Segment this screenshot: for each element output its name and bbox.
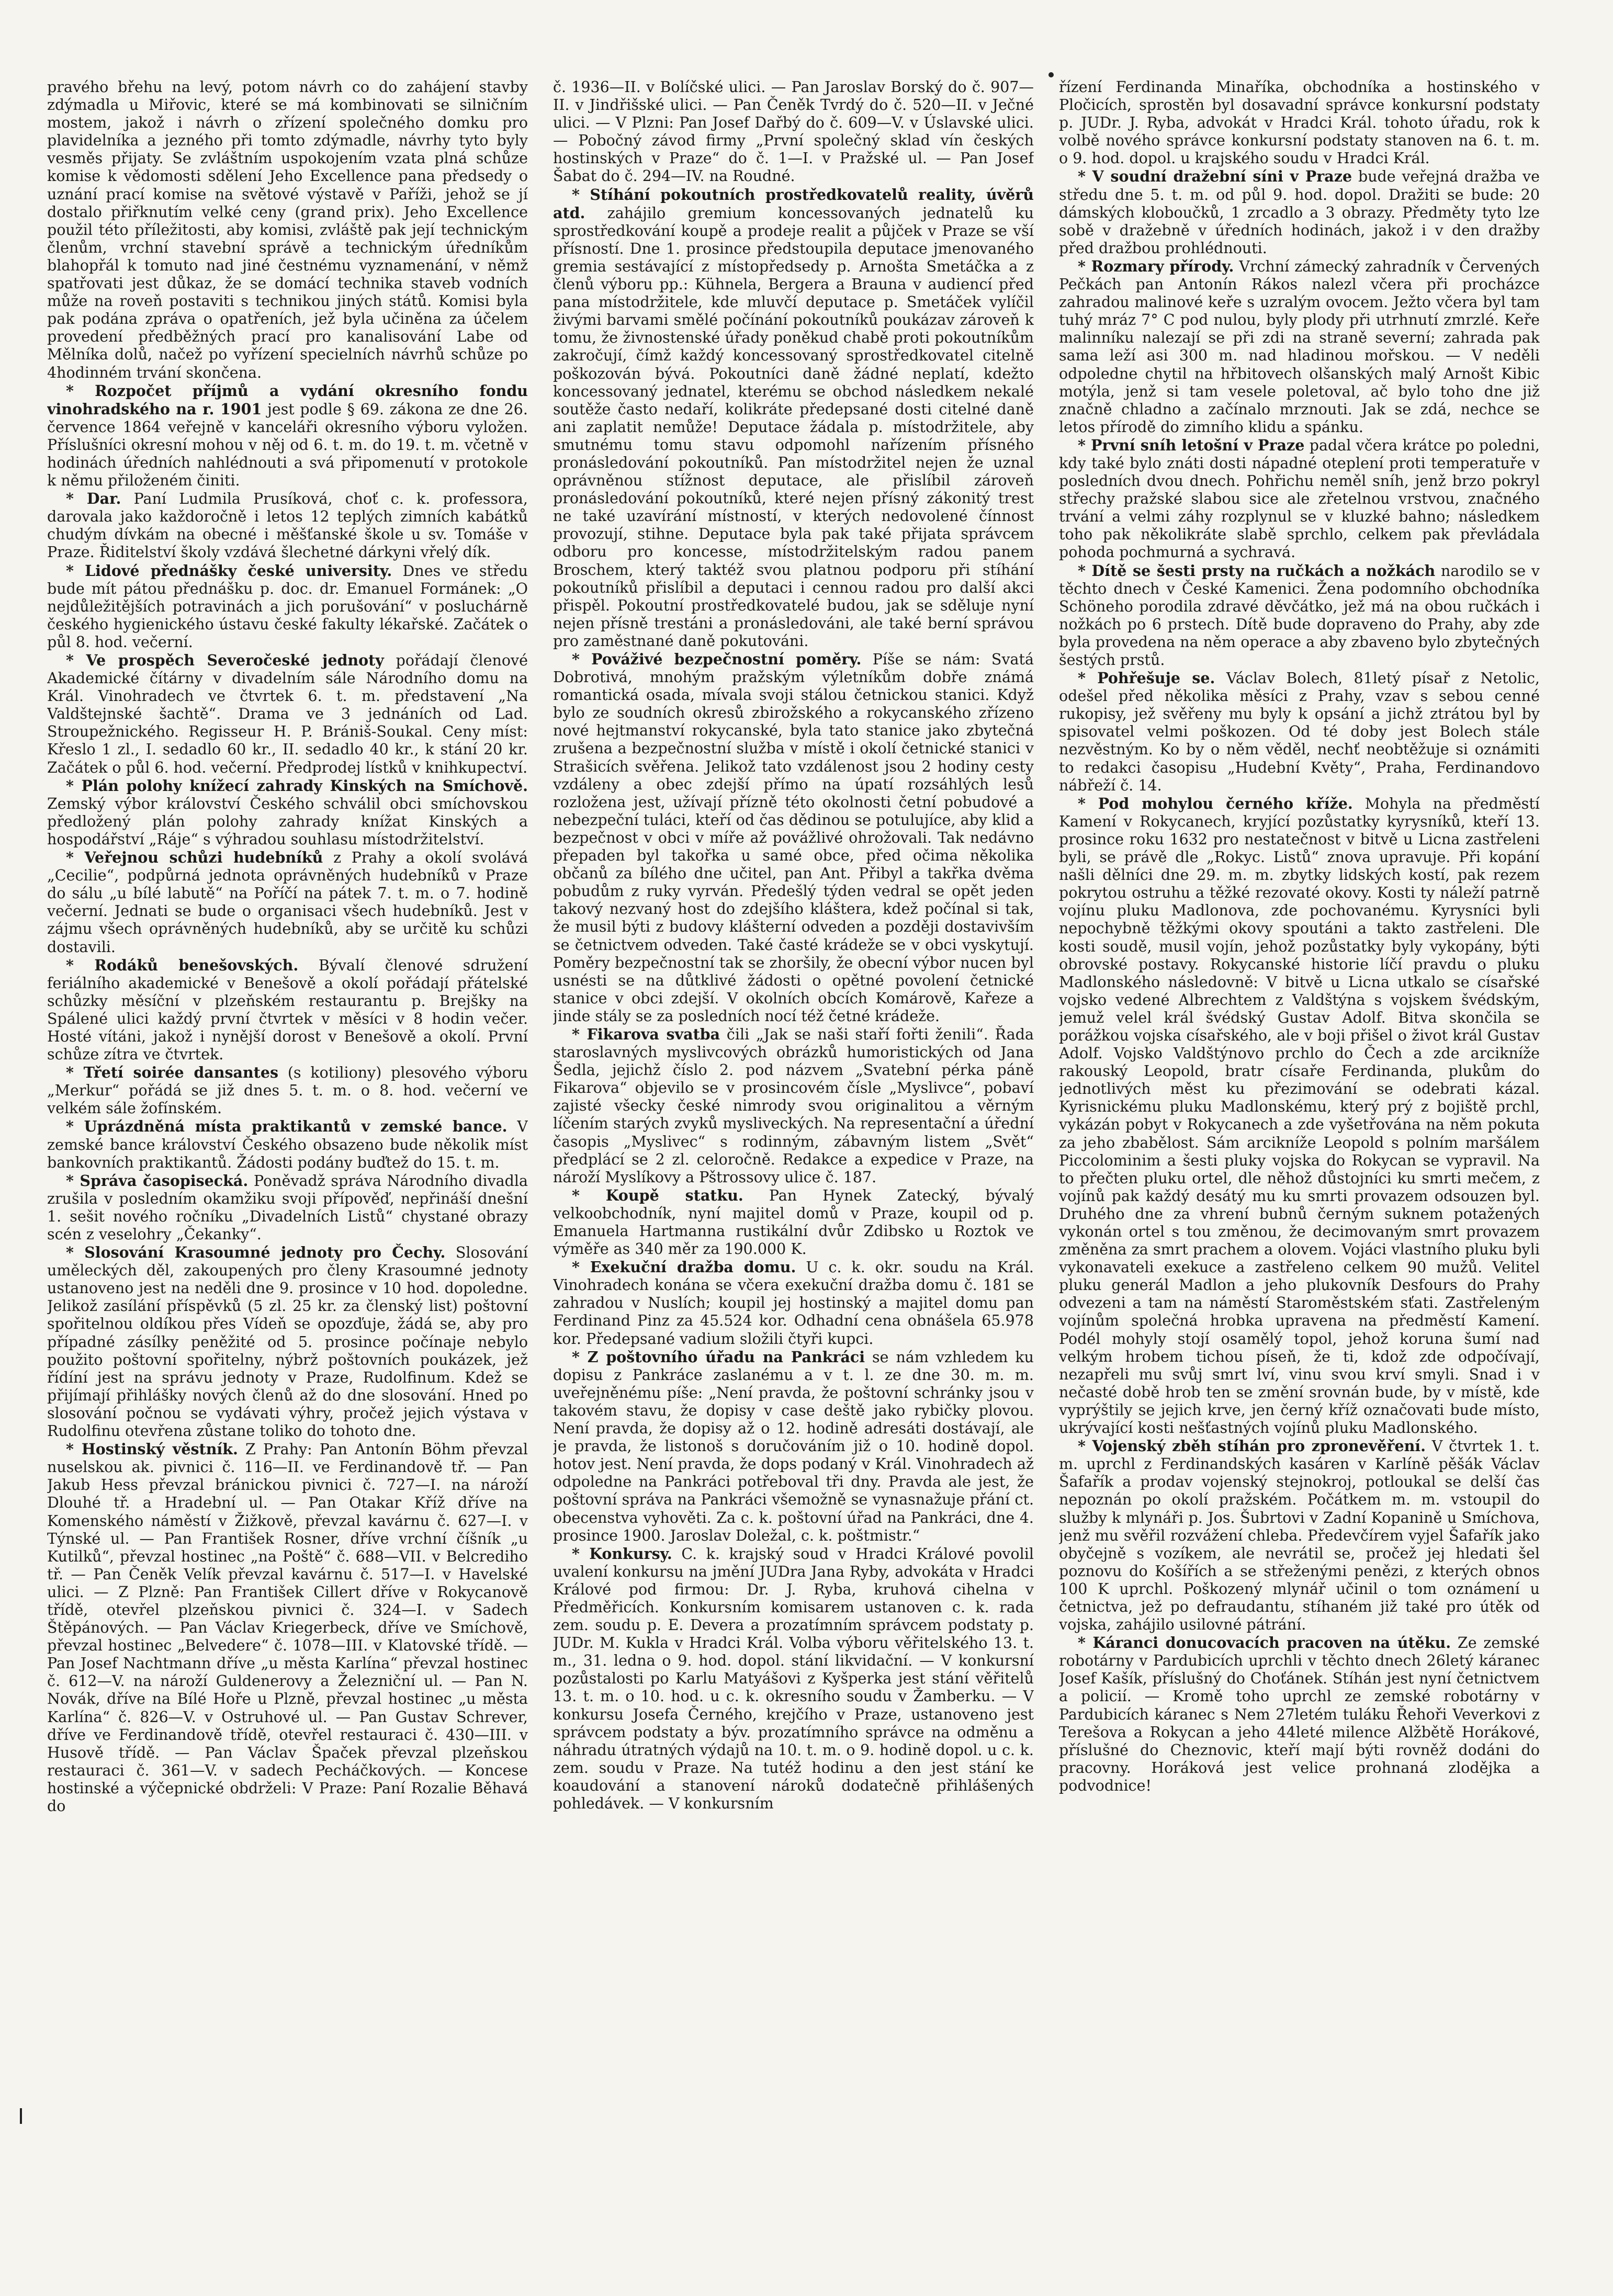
article-text: řízení Ferdinanda Minaříka, obchodníka a hostinského v Pločicích, sprostěn byl dosavadní správce konkursní podstaty p. JUDr. J. Ryba, advokát v Hradci Král. tohoto úřadu, rok k volbě nového správce konkursní podstaty stanoven na 6. t. m. o 9. hod. dopol. u krajského soudu v Hradci Král. (1059, 78, 1540, 167)
column-right (1059, 78, 1540, 2233)
article-heading: * Vojenský zběh stíhán pro zpronevěření. (1078, 1437, 1426, 1455)
article-heading: * Třetí soirée dansantes (66, 1064, 279, 1082)
article-paragraph (553, 1258, 1034, 1348)
article-heading: * Exekuční dražba domu. (572, 1258, 796, 1276)
binding-mark (20, 2108, 22, 2124)
article-heading: * Dar. (66, 490, 121, 508)
article-paragraph (47, 1172, 528, 1243)
article-text: zahájilo gremium koncessovaných jednatelů ku sprostředkování koupě a prodeje realit a půjček v Praze se vší přísností. Dne 1. prosince předstoupila deputace jmenovaného gremia sestávající z místopředsedy p. Arnošta Smetáčka a z členů výboru pp.: Kühnela, Bergera a Brauna v audiencí před pana místodržitele, kde mluvčí deputace p. Smetáček vylíčil živými barvami smělé počínání pokoutníků poukázav zároveň k tomu, že živnostenské úřady poněkud chabě proti pokoutníkům zakročují, čímž každý koncessovaný sprostředkovatel citelně poškozován bývá. Pokoutníci daně žádné neplatí, kdežto koncessovaný jednatel, kterému se obchod následkem nekalé soutěže často nedaří, kolikráte předepsané dosti citelné daně ani zaplatit nemůže! Deputace žádala p. místodržitele, aby smutnému tomu stavu odpomohl nařízením přísného pronásledování pokoutníků. Pan místodržitel nejen že uznal oprávněnou stížnost deputace, ale přislíbil zároveň pronásledování pokoutníků, které nejen přísný zákonitý trest ne také uzavírání místností, v kterých nedovolené čínnost provozují, stihne. Deputace byla pak také přijata správcem odboru pro koncesse, místodržitelským radou panem Broschem, který taktéž svou platnou podporu při stíhání pokoutníků přislíbil a deputaci i cennou radou pro další akci přispěl. Pokoutní prostředkovatelé budou, jak se sděluje nyní nejen přísně trestáni a pronásledováni, ale také berní správou pro zaměstnané daně pokutováni. (553, 204, 1034, 650)
article-paragraph (47, 651, 528, 777)
article-heading: * Slosování Krasoumné jednoty pro Čechy. (66, 1243, 446, 1262)
article-paragraph (47, 849, 528, 956)
article-paragraph (1059, 257, 1540, 436)
column-left (47, 78, 528, 2233)
article-heading: * Konkursy. (572, 1544, 672, 1563)
article-text: Pan Hynek Zatecký, bývalý velkoobchodník, nyní majitel domů v Praze, koupil od p. Emanuela Hartmanna rustikální dvůr Zdibsko u Roztok ve výměře as 340 měr za 190.000 K. (553, 1186, 1034, 1258)
article-text: C. k. krajský soud v Hradci Králové povolil uvalení konkursu na jmění JUDra Jana Ryby, advokáta v Hradci Králové pod firmou: Dr. J. Ryba, kruhová cihelna v Předměřicích. Konkursním komisarem ustanoven c. k. rada zem. soudu p. E. Devera a prozatímním správcem podstaty p. JUDr. M. Kukla v Hradci Král. Volba výboru věřitelského 13. t. m., 31. ledna o 9. hod. dopol. stání likvidační. — V konkursní pozůstalosti po Karlu Matyášovi z Kyšperka jest stání věřitelů 13. t. m. o 10. hod. u c. k. okresního soudu v Žamberku. — V konkursu Josefa Černého, krejčího v Praze, ustanoveno jest správcem podstaty a býv. prozatímního správce na odměnu a náhradu útratných výdajů na 10. t. m. o 9. hodině dopol. u c. k. zem. soudu v Praze. Na tutéž hodinu a den jest stání ke koaudování a stanovení nároků dodatečně přihlášených pohledávek. — V konkursním (553, 1545, 1034, 1812)
article-heading: * Dítě se šesti prsty na ručkách a nožkách (1078, 561, 1436, 580)
article-heading: * Rozpočet příjmů a vydání okresního fondu vinohradského na r. 1901 (47, 381, 528, 418)
article-heading: * První sníh letošní v Praze (1078, 436, 1305, 454)
article-text: Mohyla na předměstí Kamení v Rokycanech, kryjící pozůstatky kyrysníků, kteří 13. prosince roku 1632 pro nestatečnost v bitvě u Licna zastřeleni byli, se právě dle „Rokyc. Listů“ znova upravuje. Při kopání našli dělníci dne 29. m. m. zbytky lidských kostí, pak rezem pokrytou ostruhu a těžké rezovaté okovy. Kosti ty náleží patrně vojínu pluku Madlonova, zde pochovanému. Kyrysníci byli nepochybně těžkými okovy spoutáni a takto zastřeleni. Dle kosti soudě, musil vojín, jehož pozůstatky byly vykopány, býti obrovské postavy. Rokycanské historie líčí pravdu o pluku Madlonského následovně: V bitvě u Licna utkalo se císařské vojsko vedené Albrechtem z Valdštýna s vojskem švédským, jemuž velel král švédský Gustav Adolf. Bitva skončila se porážkou vojska císařského, ale v boji přišel o život král Gustav Adolf. Vojsko Valdštýnovo prchlo do Čech a zde arciknížе rakouský Leopold, bratr císaře Ferdinanda, plukům do jednotlivých měst ku přezimování se odebrati kázal. Kyrisnickému pluku Madlonskému, který prý z bojiště prchl, vykázán pobyt v Rokycanech a zde vyšetřována na něm pokuta za jeho zbabělost. Sám arcikníže Leopold s polním maršálem Piccolominim a šesti pluky vojska do Rokycan se vypravil. Na to přečten pluku ortel, dle něhož důstojníci ku smrti mečem, z vojínů pak každý desátý mu ku smrti provazem odsouzen byl. Druhého dne za vhrení bubnů černým suknem potažených vykonán ortel s tou změnou, že decimovaným smrt provazem změněna za smrt prachem a olovem. Vojáci vlastního pluku byli vykonavateli exekuce a zastřeleno celkem 90 mužů. Velitel pluku generál Madlon a jeho plukovník Desfours do Prahy odvezeni a tam na náměstí Staroměstském sťati. Zastřeleným vojínům společná hrobka upravena na předměstí Kamení. Podél mohyly stojí osamělý topol, jehož koruna šumí nad velkým hrobem tichou píseň, že ti, kdož zde odpočívají, nezapřeli mu svůj smrt lví, vinu svou krví smyli. Snad i v nečasté době hrob ten se změní srovnán bude, by v místě, kde vyprýštily se jejich krve, jen černý kříž označovati bude místo, ukrývající kosti nešťastných vojínů pluku Madlonského. (1059, 795, 1540, 1437)
article-text: se nám vzhledem ku dopisu z Pankráce zaslanému a v t. l. ze dne 30. m. m. uveřejněnému píše: „Není pravda, že poštovní schránky jsou v takovém stavu, že dopisy v case deště jako rybičky plovou. Není pravda, že dopisy až o 12. hodině adresáti dostávají, ale je pravda, že listonoš s doručováním již o 10. hodině dopol. hotov jest. Není pravda, že dops podaný v Král. Vinohradech až odpoledne na Pankráci potřeboval tři dny. Pravda ale jest, že poštovní správa na Pankráci všemožně se vynasnažuje přání ct. obecenstva vyhověti. Za c. k. poštovní úřad na Pankráci, dne 4. prosince 1900. Jaroslav Doležal, c. k. poštmistr.“ (553, 1348, 1034, 1544)
article-heading: * Fikarova svatba (572, 1025, 720, 1043)
article-text: č. 1936—II. v Bolíčské ulici. — Pan Jaroslav Borský do č. 907—II. v Jindřišské ulici. — Pan Čeněk Tvrdý do č. 520—II. v Ječné ulici. — V Plzni: Pan Josef Dařbý do č. 609—V. v Úslavské ulici. — Pobočný závod firmy „První společný sklad vín českých hostinských v Praze“ do č. 1—I. v Pražské ul. — Pan Josef Šabat do č. 294—IV. na Roudné. (553, 78, 1034, 185)
article-text: V čtvrtek 1. t. m. uprchl z Ferdinandských kasáren v Karlíně pěšák Václav Šafařík a prodav vojenský stejnokroj, potloukal se delší čas nepoznán po okolí pražském. Počátkem m. m. vstoupil do služby k mlynáři p. Jos. Šubrtovi v Zadní Kopanině u Smíchova, jenž mu svěřil rozvážení chleba. Předevčírem vyjel Šafařík jako obyčejně s vozíkem, ale nevrátil se, pročež jej hledati šel poznovu do Košířích a se střeženými penězi, z kterých obnos 100 K uprchl. Poškozený mlynář učinil o tom oznámení u četnictva, jež po defraudantu, stíhaném již také pro útěk od vojska, zahájilo usilovné pátrání. (1059, 1438, 1540, 1634)
article-text: Ze zemské robotárny v Pardubicích uprchli v těchto dnech 26letý káranec Josef Kašík, příslušný do Choťánek. Stíhán jest nyní četnictvem a policií. — Kromě toho uprchl ze zemské robotárny v Pardubicích káranec s Nem 27letém tuláku Řehoři Veverkovi z Terešova a Rokycan a jeho 44leté milence Alžbětě Horákové, příslušné do Cheznovic, kteří mají býti rovněž dodáni do pracovny. Horáková jest velice prohnaná zlodějka a podvodnice! (1059, 1634, 1540, 1794)
article-heading: * Pohřešuje se. (1078, 669, 1215, 687)
article-heading: * Pováživé bezpečnostní poměry. (572, 650, 862, 668)
article-text: Poněvadž správa Národního divadla zrušila v posledním okamžiku svoji přípověď, nepřináší dnešní 1. sešit nového ročníku „Divadelních Listů“ chystané obrazy scén z veselohry „Čekanky“. (47, 1172, 528, 1243)
article-paragraph (553, 1186, 1034, 1258)
article-heading: * Rozmary přírody. (1078, 257, 1234, 275)
article-text: pravého břehu na levý, potom návrh co do zahájení stavby zdýmadla u Miřovic, které se má kombinovati se silničním mostem, jakož i návrh o zřízení společného domku pro plavidelníka a jezného při tomto zdýmadle, návrhy tyto byly vesměs přijaty. Se zvláštním uspokojením vzata plná schůze komise k vědomosti sdělení Jeho Excellence pana předsedy o uznání prací komise na světové výstavě v Paříži, jehož se jí dostalo přiřknutím velké ceny (grand prix). Jeho Excellence použil této příležitosti, aby komisi, zvláště pak její technickým členům, vrchní stavební správě a technickým úředníkům blahopřál k tomuto nad jiné čestnému vyznamenání, v němž spatřovati jest důkaz, že se domácí technika staveb vodních může na roveň postaviti s technikou jiných států. Komisi byla pak podána zpráva o opatřeních, jež byla učiněna za účelem provedení předběžných prací pro kanalisování Labe od Mělníka dolů, načež po vyřízení specielních návrhů schůze po 4hodinném trvání skončena. (47, 78, 528, 381)
article-paragraph (553, 650, 1034, 1025)
article-paragraph (1059, 795, 1540, 1437)
article-paragraph (47, 1440, 528, 1815)
article-heading: * Veřejnou schůzi hudebníků (66, 849, 323, 867)
print-speck (1048, 72, 1054, 77)
article-text: Vrchní zámecký zahradník v Červených Pečkách pan Antonín Rákos nalezl včera při procházce zahradou malinové keře s uzralým ovocem. Ježto včera byl tam tuhý mráz 7° C pod nulou, byly plody při utrhnutí zmrzlé. Keře malinníku nalezají se při zdi na straně severní; zahrada pak sama leží asi 300 m. nad hladinou mořskou. — V neděli odpoledne chytil na hřbitovech olšanských malý Arnošt Kibic motýla, jenž si tam vesele poletoval, ač bylo toho dne již značně chladno a začínalo mrznouti. Jak se zdá, nechce se letos přírodě do zimního klidu a spánku. (1059, 257, 1540, 436)
article-heading: * Plán polohy knížecí zahrady Kinských na Smíchově. (66, 776, 528, 795)
article-heading: * Pod mohylou černého kříže. (1078, 794, 1353, 812)
article-text: Zemský výbor království Českého schválil obci smíchovskou předložený plán polohy zahrady knížat Kinských a hospodářství „Ráje“ s výhradou souhlasu místodržitelství. (47, 795, 528, 848)
article-paragraph (553, 1545, 1034, 1813)
article-paragraph (1059, 669, 1540, 795)
article-heading: * Stíhání pokoutních prostředkovatelů reality, úvěrů atd. (553, 185, 1034, 222)
article-text: čili „Jak se naši staří fořti ženili“. Řada staroslavných myslivcových obrázků humoristických od Jana Šedla, jejichž číslo 2. pod názvem „Svatební pérka páně Fikarova“ objevilo se v prosincovém čísle „Myslivce“, pobaví zajisté všecky české nimrody svou originalitou a věrným líčením starých zvyků mysliveckých. Na representační a úřední časopis „Myslivec“ s rodinným, zábavným listem „Svět“ předplácí se 2 zl. celoročně. Redakce a expedice v Praze, na nároží Myslíkovy a Pštrossovy ulice č. 187. (553, 1025, 1034, 1186)
article-heading: * V soudní dražební síni v Praze (1078, 167, 1352, 186)
article-text: padal včera krátce po poledni, kdy také bylo znáti dosti nápadné oteplení proti temperatuře v posledních dvou dnech. Pohřichu neměl sníh, jenž brzo pokryl střechy pražské slabou sice ale zřetelnou vrstvou, značného trvání a velmi záhy rozplynul se v kluzké bahno; následkem toho pak několikráte slabě sprchlo, celkem pak převládala pohoda pochmurná a sychravá. (1059, 436, 1540, 561)
article-text: Slosování uměleckých děl, zakoupených pro členy Krasoumné jednoty ustanoveno jest na neděli dne 9. prosince v 10 hod. dopoledne. Jelikož zasílání příspěvků (5 zl. 25 kr. za členský list) poštovní spořitelnou oldíkou přes Vídeň se opozďuje, žádá se, aby pro případné zásílky peněžité od 5. prosince počínaje nebylo použito poštovní spořitelny, nýbrž poštovních poukázek, jež řídíní jest na správu jednoty v Praze, Rudolfinum. Kdež se přijímají přihlášky nových členů až do dne slosování. Hned po slosování počnou se vydávati výhry, pročež jejich výstava v Rudolfinu otevřena zůstane toliko do tohoto dne. (47, 1244, 528, 1440)
article-text: Bývalí členové sdružení feriálního akademické v Benešově a okolí pořádají přátelské schůzky měsíční v plzeňském restaurantu p. Brejšky na Spálené ulici každý první čtvrtek v měsíci v 8 hodin večer. Hosté vítáni, jakož i nynější dorost v Benešově a okolí. První schůze zítra ve čtvrtek. (47, 956, 528, 1064)
article-paragraph (47, 956, 528, 1064)
article-text: narodilo se v těchto dnech v České Kamenici. Žena podomního obchodníka Schöneho porodila zdravé děvčátko, jež má na obou ručkách i nožkách po 6 prstech. Dítě bude dopraveno do Prahy, aby zde byla provedena na něm operace a aby zbaveno bylo zbytečných šestých prstů. (1059, 562, 1540, 669)
article-paragraph (47, 1243, 528, 1440)
article-paragraph (1059, 167, 1540, 257)
text-columns (47, 78, 1540, 2233)
article-heading: * Hostinský věstník. (66, 1440, 238, 1458)
article-text: jest podle § 69. zákona ze dne 26. července 1864 veřejně v kanceláři okresního výboru vyložen. Příslušníci okresní mohou v něj od 6. t. m. do 19. t. m. včetně v hodinách úředních nahlédnouti a svá připomenutí v protokole k němu přiloženém činiti. (47, 400, 528, 490)
article-paragraph (1059, 562, 1540, 670)
article-paragraph (553, 1025, 1034, 1186)
article-heading: * Ve prospěch Severočeské jednoty (66, 651, 384, 669)
article-text: pořádají členové Akademické čítárny v divadelním sále Národního domu na Král. Vinohradech ve čtvrtek 6. t. m. představení „Na Valdštejnské šachtě“. Drama ve 3 jednáních od Lad. Stroupežnického. Regisseur H. P. Brániš-Soukal. Ceny míst: Křeslo 1 zl., I. sedadlo 60 kr., II. sedadlo 40 kr., k stání 20 kr. Začátek o půl 6. hod. večerní. Předprodej lístků v knihkupectví. (47, 652, 528, 776)
article-text: U c. k. okr. soudu na Král. Vinohradech konána se včera exekuční dražba domu č. 181 se zahradou v Nuslích; koupil jej hostinský a majitel domu pan Ferdinand Pinz za 45.524 kor. Odhadní cena obnášela 65.978 kor. Předepsané vadium složili čtyři kupci. (553, 1259, 1034, 1348)
article-paragraph (1059, 78, 1540, 167)
article-paragraph (1059, 436, 1540, 562)
article-paragraph (553, 1348, 1034, 1545)
article-heading: * Uprázdněná místa praktikantů v zemské bance. (66, 1117, 507, 1136)
article-heading: * Rodáků benešovských. (66, 956, 299, 974)
article-heading: * Lidové přednášky české university. (66, 561, 392, 580)
article-paragraph (47, 382, 528, 490)
article-paragraph (1059, 1437, 1540, 1634)
article-text: (s kotiliony) plesového výboru „Merkur“ pořádá se již dnes 5. t. m. o 8. hod. večerní ve velkém sále žofínském. (47, 1064, 528, 1117)
article-text: Václav Bolech, 81letý písař z Netolic, odešel před několika měsíci z Prahy, vzav s sebou cenné rukopisy, jež svěřeny mu byly k opsání a jichž ztrátou byl by spisovatel velmi poškozen. Od té doby jest Bolech stále nezvěstným. Ko by o něm věděl, nechť neobtěžuje si oznámiti to redakci časopisu „Hudební Květy“, Praha, Ferdinandovo nábřeží č. 14. (1059, 670, 1540, 794)
article-heading: * Káranci donucovacích pracoven na útěku. (1078, 1634, 1451, 1652)
article-paragraph (47, 562, 528, 651)
article-paragraph (47, 78, 528, 382)
article-paragraph (47, 1117, 528, 1171)
article-heading: * Z poštovního úřadu na Pankráci (572, 1348, 865, 1366)
article-text: z Prahy a okolí svolává „Cecilie“, podpůrná jednota oprávněných hudebníků v Praze do sálu „u bílé labutě“ na Poříčí na pátek 7. t. m. o 7. hodině večerní. Jednati se bude o organisaci všech hudebníků. Jest v zájmu všech oprávněných hudebníků, aby se určitě ku schůzi dostavili. (47, 849, 528, 956)
article-paragraph (47, 490, 528, 561)
article-paragraph (553, 78, 1034, 186)
article-paragraph (47, 1064, 528, 1117)
article-text: Z Prahy: Pan Antonín Böhm převzal nuselskou ak. pivnici č. 116—II. ve Ferdinandově tř. — Pan Jakub Hess převzal bránickou pivnici č. 727—I. na nároží Dlouhé tř. a Hradební ul. — Pan Otakar Kříž dříve na Komenského náměstí v Žižkově, převzal kavárnu č. 627—I. v Týnské ul. — Pan František Rosner, dříve vrchní číšník „u Kutilků“, převzal hostinec „na Poště“ č. 688—VII. v Belcrediho tř. — Pan Čeněk Velík převzal kavárnu č. 517—I. v Havelské ulici. — Z Plzně: Pan František Cillert dříve v Rokycanově třídě, otevřel plzeňskou pivnici č. 324—I. v Sadech Štěpánových. — Pan Václav Kriegerbeck, dříve ve Smíchově, převzal hostinec „Belvedere“ č. 1078—III. v Klatovské třídě. — Pan Josef Nachtmann dříve „u města Karlína“ převzal hostinec č. 612—V. na nároží Guldenerovy a Železniční ul. — Pan N. Novák, dříve na Bílé Hoře u Plzně, převzal hostinec „u města Karlína“ č. 826—V. v Ostruhové ul. — Pan Gustav Schrever, dříve ve Ferdinandově třídě, otevřel restauraci č. 430—III. v Husově třídě. — Pan Václav Špaček převzal plzeňskou restauraci č. 361—V. v sadech Pecháčkových. — Koncese hostinské a výčepnické obdrželi: V Praze: Paní Rozalie Běhavá do (47, 1441, 528, 1815)
column-middle (553, 78, 1034, 2233)
article-heading: * Správa časopisecká. (66, 1171, 249, 1190)
article-text: Píše se nám: Svatá Dobrotivá, mnohým pražským výletníkům dobře známá romantická osada, mívala svoji stálou četnickou stanici. Když bylo ze soudních okresů zbirožského a rokycanského zřízeno nové hejtmanství rokycanské, byla tato stanice jako zbytečná zrušena a bezpečnostní služba v místě i okolí četnické stanici v Strašicích svěřena. Jelikož tato vzdálenost jsou 2 hodiny cesty vzdáleny a obec zdejší přímo na úpatí rozsáhlých lesů rozložena jest, užívají přízně této okolnosti četní pobudové a nebezpeční tuláci, kteří od čas dědinou se potulujíce, aby klid a bezpečnost v obci v míře až povážlivé ohrožovali. Tak nedávno přepaden byl takořka u samé obce, před očima několika občanů za bílého dne učitel, pan Ant. Přibyl a takřka dvěma pobudům z ruky vyrván. Předešlý týden vedral se opět jeden takový nezvaný host do zdejšího kláštera, kdež počínal si tak, že musil býti z budovy klášterní odveden a později dostavivším se četnictvem odveden. Také časté krádeže se v obci vyskytují. Poměry bezpečnostní tak se zhoršily, že obecní výbor nucen byl usnésti se na důtklivé žádosti o opětné povolení četnické stanice v obci zdejší. V okolních obcích Komárově, Kařeze a jinde stály se za posledních nocí též četné krádeže. (553, 651, 1034, 1025)
article-text: Dnes ve středu bude mít pátou přednášku p. doc. dr. Emanuel Formánek: „O nejdůležitějších potravinách a jich porušování“ v posluchárně českého hygienického ústavu české fakulty lékařské. Začátek o půl 8. hod. večerní. (47, 562, 528, 651)
article-text: V zemské bance království Českého obsazeno bude několik míst bankovních praktikantů. Žádosti podány buďtež do 15. t. m. (47, 1118, 528, 1171)
article-paragraph (1059, 1634, 1540, 1795)
article-text: bude veřejná dražba ve středu dne 5. t. m. od půl 9. hod. dopol. Dražiti se bude: 20 dámských kloboučků, 1 zrcadlo a 3 obrazy. Předměty tyto lze sobě v dražebně v úředních hodinách, jakož i v den dražby před dražbou prohlédnouti. (1059, 168, 1540, 257)
article-paragraph (553, 186, 1034, 650)
article-heading: * Koupě statku. (572, 1186, 743, 1204)
article-text: Paní Ludmila Prusíková, choť c. k. professora, darovala jako každoročně i letos 12 teplých zimních kabátků chudým dívkám na obecné i měšťanské škole u sv. Tomáše v Praze. Řiditelství školy vzdává šlechetné dárkyni vřelý dík. (47, 490, 528, 561)
article-paragraph (47, 777, 528, 849)
